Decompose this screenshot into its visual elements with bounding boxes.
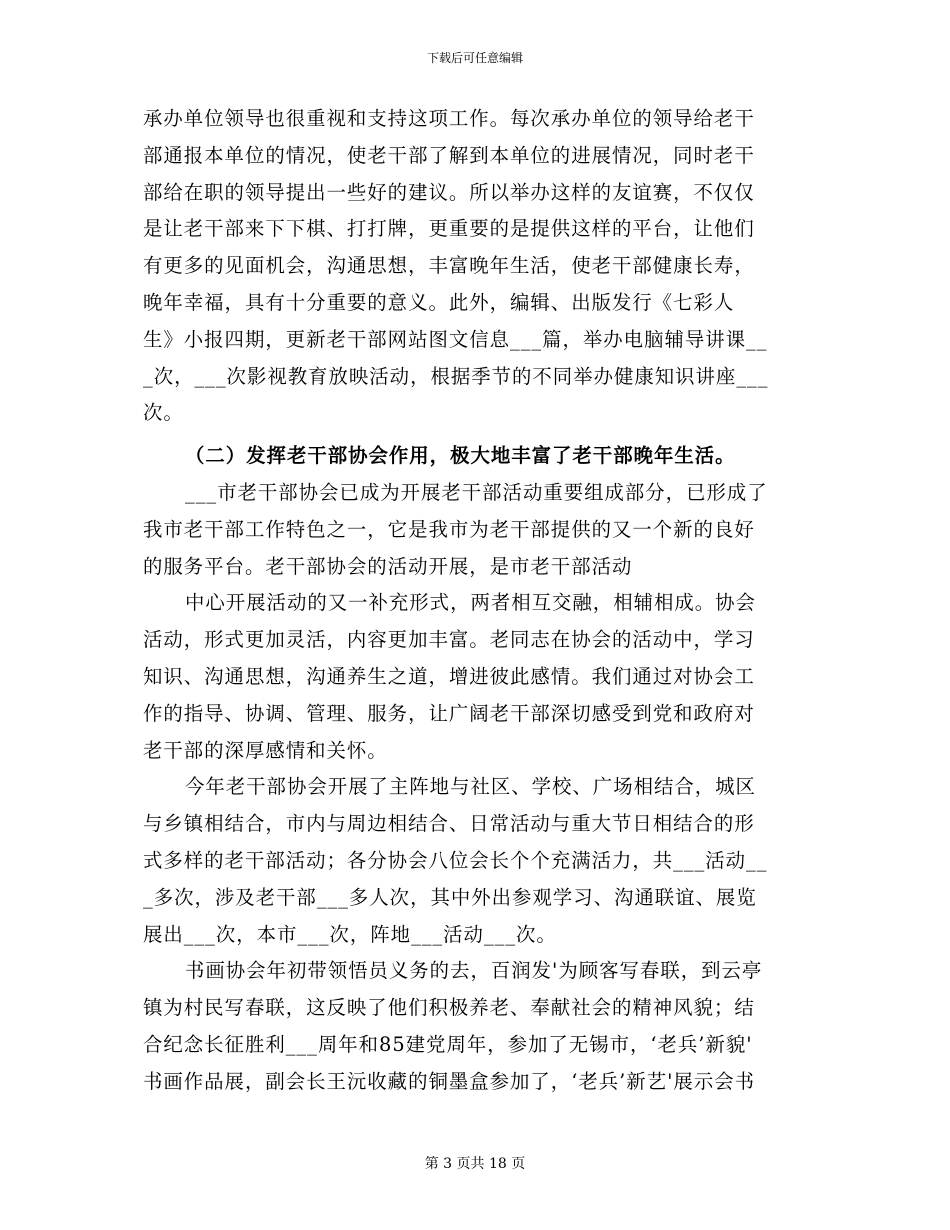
paragraph-line: 与乡镇相结合，市内与周边相结合、日常活动与重大节日相结合的形 (143, 812, 755, 836)
paragraph-line: 晚年幸福，具有十分重要的意义。此外，编辑、出版发行《七彩人 (143, 290, 735, 314)
paragraph-line: 生》小报四期，更新老干部网站图文信息___篇，举办电脑辅导讲课__ (143, 327, 768, 351)
paragraph-line: 镇为村民写春联，这反映了他们积极养老、奉献社会的精神风貌；结 (143, 996, 755, 1020)
paragraph-line: 有更多的见面机会，沟通思想，丰富晚年生活，使老干部健康长寿， (143, 254, 755, 278)
page-footer: 第 3 页共 18 页 (424, 1156, 526, 1172)
paragraph-line: 是让老干部来下下棋、打打牌，更重要的是提供这样的平台，让他们 (143, 217, 755, 241)
paragraph-line: 中心开展活动的又一补充形式，两者相互交融，相辅相成。协会 (185, 591, 756, 615)
paragraph-line: 我市老干部工作特色之一，它是我市为老干部提供的又一个新的良好 (143, 517, 755, 541)
document-body (143, 101, 805, 1101)
paragraph-line: 今年老干部协会开展了主阵地与社区、学校、广场相结合，城区 (185, 775, 756, 799)
paragraph-line: 的服务平台。老干部协会的活动开展，是市老干部活动 (143, 554, 633, 578)
paragraph-line: 知识、沟通思想，沟通养生之道，增进彼此感情。我们通过对协会工 (143, 664, 755, 688)
paragraph-line: 书画协会年初带领悟员义务的去，百润发'为顾客写春联，到云亭 (185, 959, 763, 983)
paragraph-line: _多次，涉及老干部___多人次，其中外出参观学习、沟通联谊、展览 (143, 885, 757, 909)
paragraph-line: 老干部的深厚感情和关怀。 (143, 738, 388, 762)
paragraph-line: 作的指导、协调、管理、服务，让广阔老干部深切感受到党和政府对 (143, 701, 755, 725)
paragraph-line: 活动，形式更加灵活，内容更加丰富。老同志在协会的活动中，学习 (143, 628, 755, 652)
paragraph-line: 合纪念长征胜利___周年和85建党周年，参加了无锡市，‘老兵’新貌' (143, 1032, 753, 1056)
paragraph-line: 书画作品展，副会长王沅收藏的铜墨盒参加了，‘老兵’新艺'展示会书 (143, 1069, 755, 1093)
paragraph-line: 部通报本单位的情况，使老干部了解到本单位的进展情况，同时老干 (143, 143, 755, 167)
section-heading: （二）发挥老干部协会作用，极大地丰富了老干部晚年生活。 (185, 444, 736, 468)
paragraph-line: _次，___次影视教育放映活动，根据季节的不同举办健康知识讲座___ (143, 364, 769, 388)
paragraph-line: 部给在职的领导提出一些好的建议。所以举办这样的友谊赛，不仅仅 (143, 180, 755, 204)
paragraph-line: ___市老干部协会已成为开展老干部活动重要组成部分，已形成了 (185, 480, 768, 504)
page-header: 下载后可任意编辑 (426, 51, 523, 65)
paragraph-line: 展出___次，本市___次，阵地___活动___次。 (143, 922, 557, 946)
paragraph-line: 式多样的老干部活动；各分协会八位会长个个充满活力，共___活动__ (143, 848, 768, 872)
paragraph-line: 次。 (143, 401, 184, 425)
paragraph-line: 承办单位领导也很重视和支持这项工作。每次承办单位的领导给老干 (143, 107, 755, 130)
